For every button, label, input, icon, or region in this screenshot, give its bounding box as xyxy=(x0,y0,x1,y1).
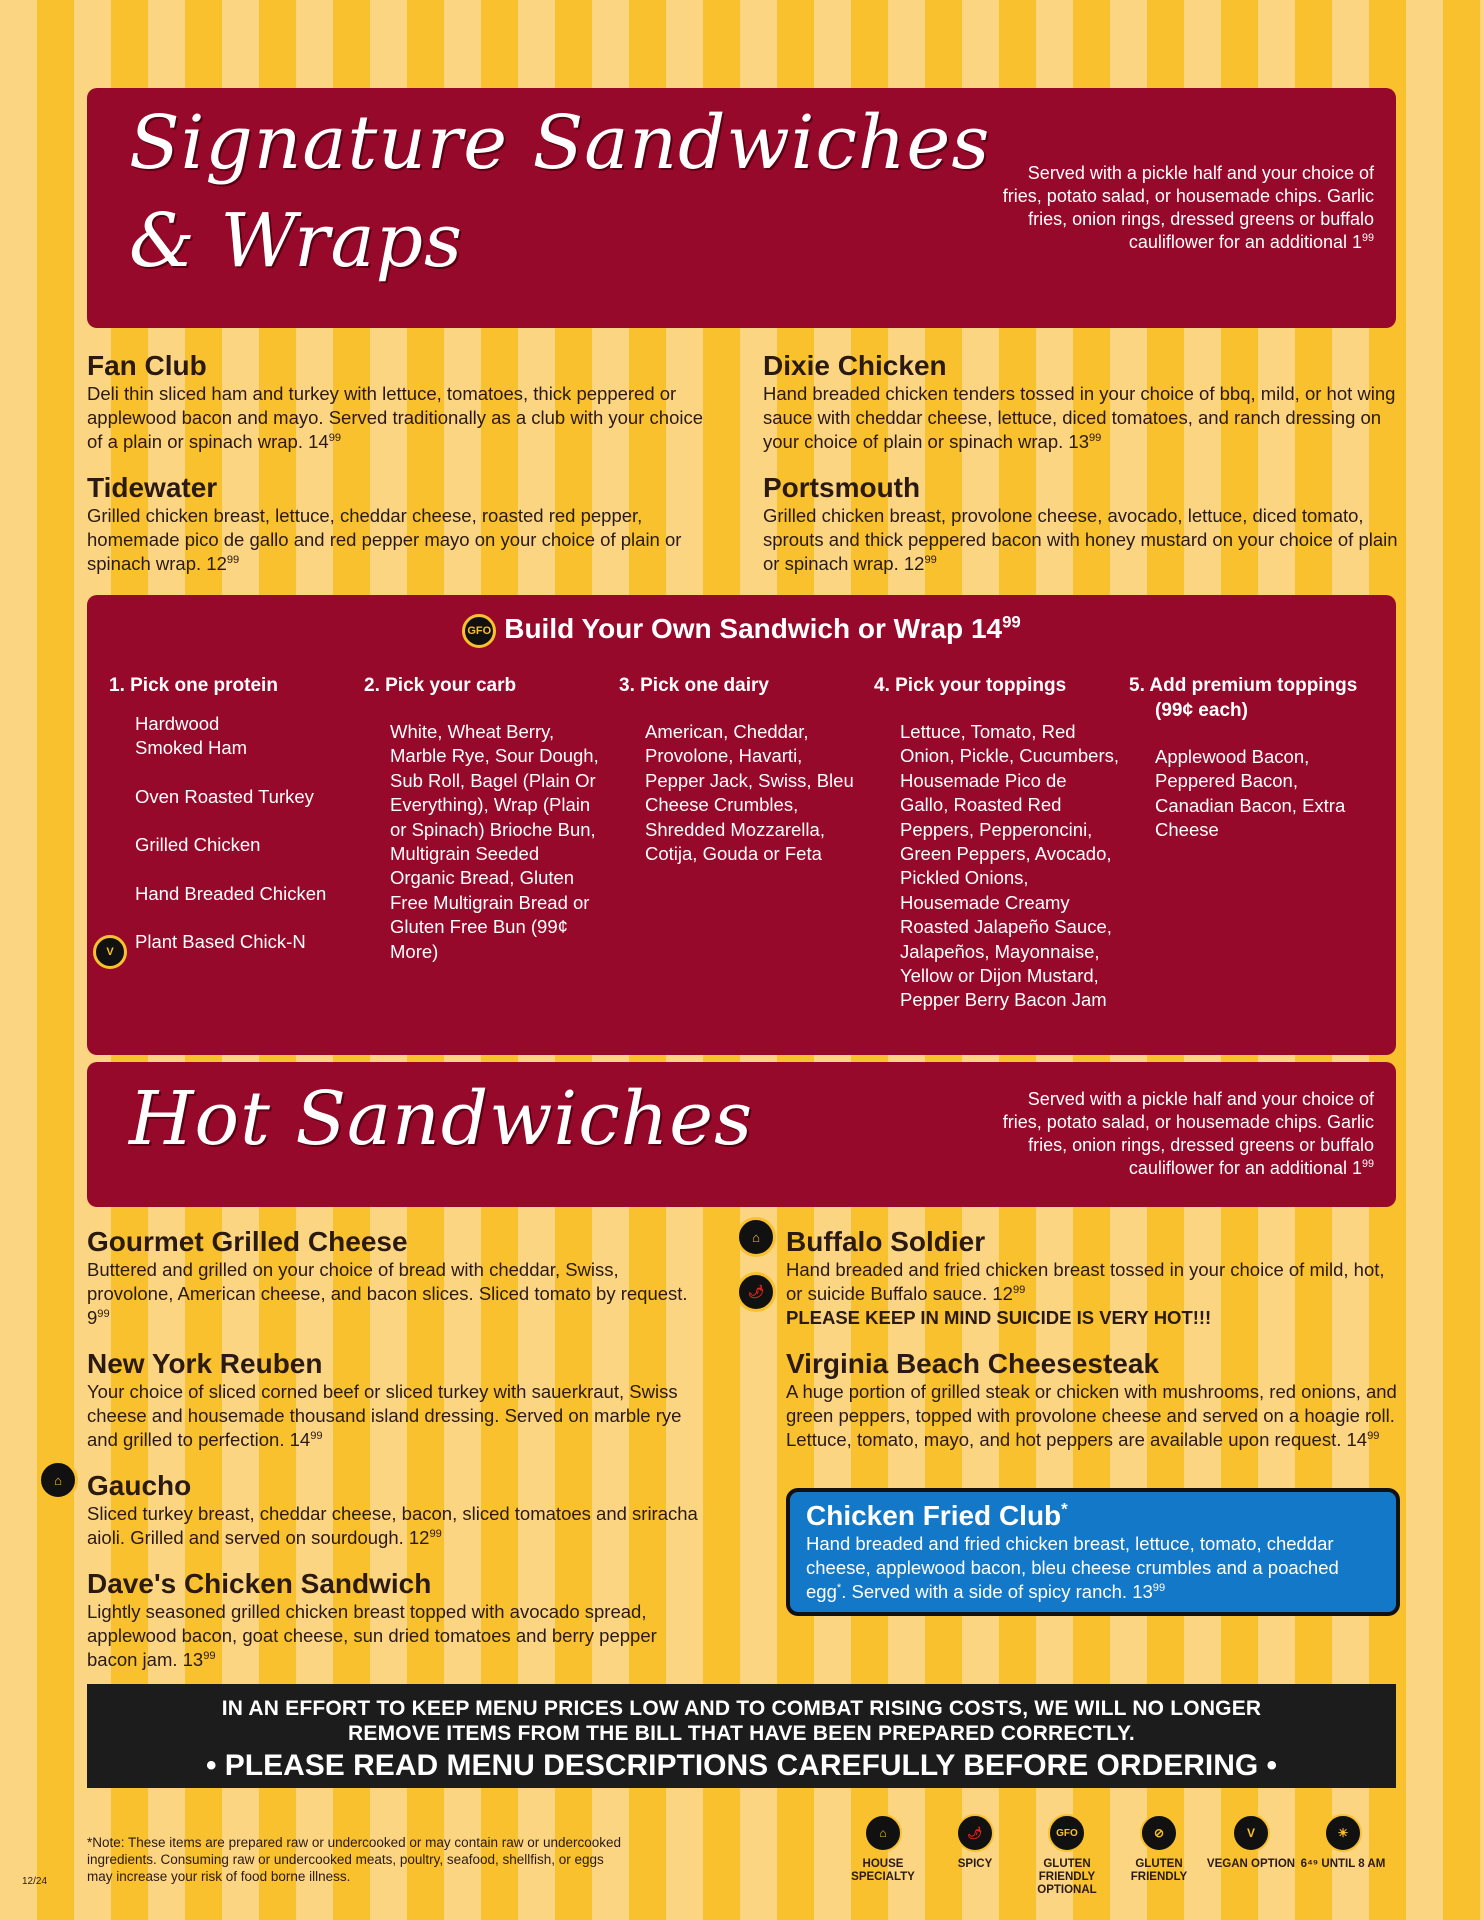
legend-label: HOUSE SPECIALTY xyxy=(851,1858,915,1883)
item-name: Fan Club xyxy=(87,350,207,381)
item-description: Buttered and grilled on your choice of bread with cheddar, Swiss, provolone, American cheese, and bacon slices. Sliced tomato by request. $9^{99}$ xyxy=(87,1259,688,1328)
notice-line-3: • PLEASE READ MENU DESCRIPTIONS CAREFULLY BEFORE ORDERING • xyxy=(205,1749,1278,1782)
date-code: 12/24 xyxy=(22,1876,48,1887)
item-description: Lightly seasoned grilled chicken breast topped with avocado spread, applewood bacon, goat cheese, sun dried tomatoes and berry pepper bacon jam. $13^{99}$ xyxy=(87,1601,657,1670)
step-heading: 4. Pick your toppings xyxy=(874,675,1067,696)
protein-option: Hardwood Smoked Ham xyxy=(135,713,248,759)
legend-label: GLUTEN FRIENDLY OPTIONAL xyxy=(1037,1858,1097,1896)
menu-item-virginia-beach-cheesesteak xyxy=(786,1348,1398,1452)
item-name: Dave's Chicken Sandwich xyxy=(87,1568,432,1599)
step-heading: 1. Pick one protein xyxy=(109,675,278,696)
byo-step-carb xyxy=(364,673,604,964)
menu-item-gaucho xyxy=(87,1470,699,1550)
protein-option: Plant Based Chick-N xyxy=(135,931,306,953)
legend-spicy xyxy=(930,1814,1020,1871)
hot-sandwiches-title: Hot Sandwiches xyxy=(129,1076,754,1162)
until-8am-icon: ☀ xyxy=(1324,1814,1362,1852)
menu-item-gourmet-grilled-cheese xyxy=(87,1226,699,1330)
byo-title: GFO Build Your Own Sandwich or Wrap $14^{99}$ xyxy=(87,613,1396,648)
item-name: Portsmouth xyxy=(763,472,921,503)
menu-item-fan-club xyxy=(87,350,722,454)
legend-house-specialty xyxy=(838,1814,928,1884)
item-description: Hand breaded and fried chicken breast tossed in your choice of mild, hot, or suicide Buffalo sauce. $12^{99}$ xyxy=(786,1259,1385,1304)
step-options: Lettuce, Tomato, Red Onion, Pickle, Cucumbers, Housemade Pico de Gallo, Roasted Red Peppers, Pepperoncini, Green Peppers, Avocado, Pickled Onions, Housemade Creamy Roasted Jalapeño Sauce, Jalapeños, Mayonnaise, Yellow or Dijon Mustard, Pepper Berry Bacon Jam xyxy=(900,721,1120,1011)
item-description: Grilled chicken breast, provolone cheese, avocado, lettuce, diced tomato, sprouts and thick peppered bacon with honey mustard on your choice of plain or spinach wrap. $12^{99}$ xyxy=(763,505,1398,574)
hot-sandwiches-header-panel xyxy=(87,1062,1396,1207)
notice-line-1: IN AN EFFORT TO KEEP MENU PRICES LOW AND TO COMBAT RISING COSTS, WE WILL NO LONGER xyxy=(221,1697,1262,1720)
byo-step-dairy xyxy=(619,673,859,866)
item-warning: PLEASE KEEP IN MIND SUICIDE IS VERY HOT!!! xyxy=(786,1307,1212,1328)
step-heading: 5. Add premium toppings (99¢ each) xyxy=(1129,675,1358,721)
signature-header-panel xyxy=(87,88,1396,328)
item-name: Gourmet Grilled Cheese xyxy=(87,1226,408,1257)
protein-option: Oven Roasted Turkey xyxy=(135,785,314,807)
legend-vegan-option xyxy=(1206,1814,1296,1871)
step-options: Applewood Bacon, Peppered Bacon, Canadian Bacon, Extra Cheese xyxy=(1155,746,1346,841)
step-options: American, Cheddar, Provolone, Havarti, Pepper Jack, Swiss, Bleu Cheese Crumbles, Shredded Mozzarella, Cotija, Gouda or Feta xyxy=(645,721,854,865)
featured-chicken-fried-club xyxy=(786,1488,1400,1616)
menu-item-daves-chicken-sandwich xyxy=(87,1568,699,1672)
pricing-notice-banner xyxy=(87,1684,1396,1788)
vegan-option-icon: V xyxy=(93,935,127,969)
item-description: Hand breaded and fried chicken breast, lettuce, tomato, cheddar cheese, applewood bacon, bleu cheese crumbles and a poached egg*. Served with a side of spicy ranch. $13^{99}$ xyxy=(806,1533,1339,1602)
house-specialty-icon: ⌂ xyxy=(38,1460,78,1500)
spicy-icon: 🌶 xyxy=(956,1814,994,1852)
protein-option: Grilled Chicken xyxy=(135,834,261,856)
legend-label: SPICY xyxy=(957,1858,993,1870)
item-description: A huge portion of grilled steak or chicken with mushrooms, red onions, and green peppers, topped with provolone cheese and served on a hoagie roll. Lettuce, tomato, mayo, and hot peppers are available upon request. $14^{99}$ xyxy=(786,1381,1397,1450)
item-name: Gaucho xyxy=(87,1470,192,1501)
signature-title-line1: Signature Sandwiches xyxy=(129,100,991,186)
house-specialty-icon: ⌂ xyxy=(736,1217,776,1257)
signature-side-note: Served with a pickle half and your choice of fries, potato salad, or housemade chips. Garlic fries, onion rings, dressed greens or buffalo cauliflower for an additional $1^{99}$ xyxy=(1002,163,1374,252)
legend-until-8am xyxy=(1298,1814,1388,1871)
item-description: Sliced turkey breast, cheddar cheese, bacon, sliced tomatoes and sriracha aioli. Grilled and served on sourdough. $12^{99}$ xyxy=(87,1503,698,1548)
item-name: New York Reuben xyxy=(87,1348,323,1379)
vegan-option-icon: V xyxy=(1232,1814,1270,1852)
hot-side-note: Served with a pickle half and your choice of fries, potato salad, or housemade chips. Garlic fries, onion rings, dressed greens or buffalo cauliflower for an additional $1^{99}$ xyxy=(1002,1089,1374,1178)
gluten-friendly-icon: ⊘ xyxy=(1140,1814,1178,1852)
menu-item-tidewater xyxy=(87,472,722,576)
signature-title-line2: & Wraps xyxy=(129,198,463,284)
spicy-icon: 🌶 xyxy=(736,1272,776,1312)
menu-item-portsmouth xyxy=(763,472,1398,576)
byo-step-premium xyxy=(1129,673,1379,843)
menu-item-new-york-reuben xyxy=(87,1348,699,1452)
item-description: Grilled chicken breast, lettuce, cheddar cheese, roasted red pepper, homemade pico de gallo and red pepper mayo on your choice of plain or spinach wrap. $12^{99}$ xyxy=(87,505,682,574)
legend-label: VEGAN OPTION xyxy=(1206,1858,1296,1870)
step-heading: 3. Pick one dairy xyxy=(619,675,769,696)
item-description: Deli thin sliced ham and turkey with lettuce, tomatoes, thick peppered or applewood bacon and mayo. Served traditionally as a club with your choice of a plain or spinach wrap. $14^{99}$ xyxy=(87,383,704,452)
legend-gluten-friendly xyxy=(1114,1814,1204,1884)
item-name: Tidewater xyxy=(87,472,218,503)
item-name: Virginia Beach Cheesesteak xyxy=(786,1348,1160,1379)
step-options: White, Wheat Berry, Marble Rye, Sour Dough, Sub Roll, Bagel (Plain Or Everything), Wrap (Plain or Spinach) Brioche Bun, Multigrain Seeded Organic Bread, Gluten Free Multigrain Bread or Gluten Free Bun (99¢ More) xyxy=(390,721,599,962)
legend-label: 6⁴⁹ UNTIL 8 AM xyxy=(1300,1858,1386,1870)
raw-food-footnote: *Note: These items are prepared raw or undercooked or may contain raw or undercooked ingredients. Consuming raw or undercooked meats, poultry, seafood, shellfish, or eggs may increase your risk of food borne illness. xyxy=(87,1835,622,1884)
gluten-friendly-optional-icon: GFO xyxy=(462,614,496,648)
step-heading: 2. Pick your carb xyxy=(364,675,517,696)
byo-step-protein xyxy=(109,673,349,978)
build-your-own-panel xyxy=(87,595,1396,1055)
item-name: Chicken Fried Club* xyxy=(806,1499,1068,1531)
item-name: Dixie Chicken xyxy=(763,350,947,381)
item-name: Buffalo Soldier xyxy=(786,1226,986,1257)
notice-line-2: REMOVE ITEMS FROM THE BILL THAT HAVE BEEN PREPARED CORRECTLY. xyxy=(348,1722,1135,1745)
protein-option: Hand Breaded Chicken xyxy=(135,882,327,904)
legend-label: GLUTEN FRIENDLY xyxy=(1130,1858,1188,1883)
byo-step-toppings xyxy=(874,673,1119,1013)
menu-item-dixie-chicken xyxy=(763,350,1398,454)
item-description: Hand breaded chicken tenders tossed in your choice of bbq, mild, or hot wing sauce with cheddar cheese, lettuce, diced tomatoes, and ranch dressing on your choice of plain or spinach wrap. $13^{99}$ xyxy=(763,383,1396,452)
item-description: Your choice of sliced corned beef or sliced turkey with sauerkraut, Swiss cheese and housemade thousand island dressing. Served on marble rye and grilled to perfection. $14^{99}$ xyxy=(87,1381,682,1450)
house-specialty-icon: ⌂ xyxy=(864,1814,902,1852)
menu-item-buffalo-soldier xyxy=(786,1226,1398,1330)
legend-gluten-friendly-optional xyxy=(1022,1814,1112,1897)
gluten-friendly-optional-icon: GFO xyxy=(1048,1814,1086,1852)
